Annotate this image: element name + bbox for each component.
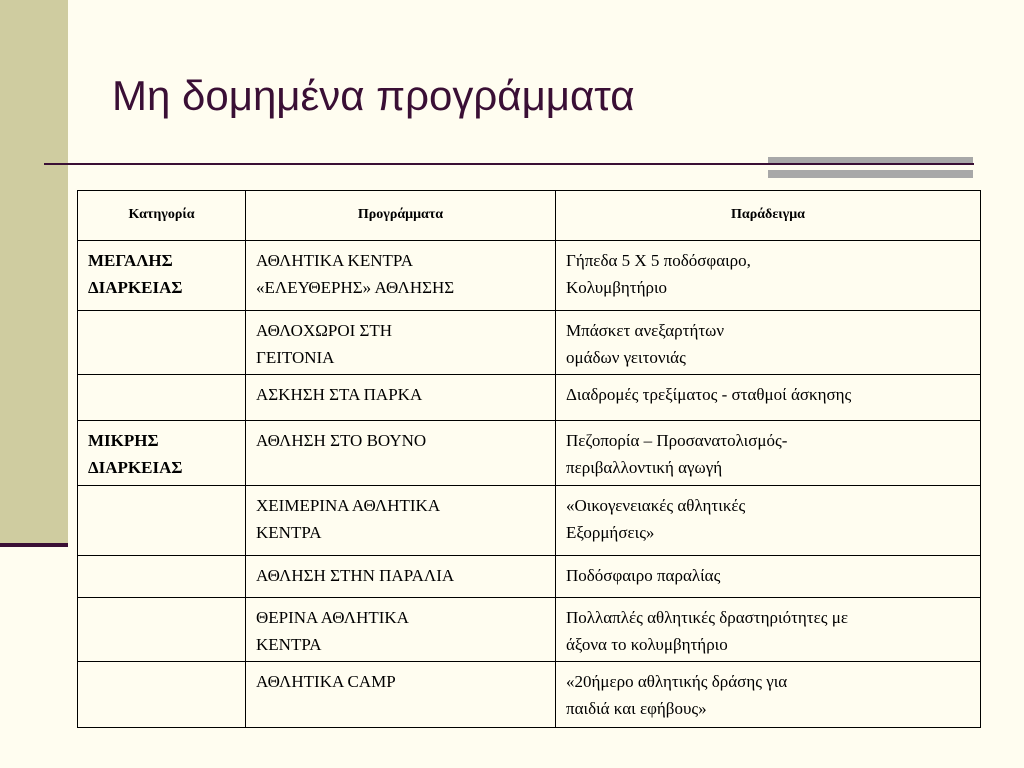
table-row <box>78 375 981 421</box>
example-line: Διαδρομές τρεξίματος - σταθμοί άσκησης <box>566 385 852 404</box>
example-cell <box>556 311 981 375</box>
program-line: ΘΕΡΙΝΑ ΑΘΛΗΤΙΚΑ <box>256 608 409 627</box>
example-line: Μπάσκετ ανεξαρτήτων <box>566 321 725 340</box>
example-line: «Οικογενειακές αθλητικές <box>566 496 746 515</box>
category-cell <box>78 598 246 662</box>
category-cell <box>78 662 246 728</box>
left-band-divider <box>0 543 68 547</box>
program-line: ΑΘΛΟΧΩΡΟΙ ΣΤΗ <box>256 321 393 340</box>
example-line: «20ήμερο αθλητικής δράσης για <box>566 672 788 691</box>
example-cell <box>556 662 981 728</box>
table-row <box>78 421 981 486</box>
table-row <box>78 311 981 375</box>
program-line: ΚΕΝΤΡΑ <box>256 523 322 542</box>
program-line: ΑΘΛΗΤΙΚΑ ΚΕΝΤΡΑ <box>256 251 414 270</box>
program-line: ΑΣΚΗΣΗ ΣΤΑ ΠΑΡΚΑ <box>256 385 423 404</box>
table-row <box>78 556 981 598</box>
example-line: άξονα το κολυμβητήριο <box>566 635 728 654</box>
table-row <box>78 598 981 662</box>
category-cell <box>78 375 246 421</box>
program-line: ΓΕΙΤΟΝΙΑ <box>256 348 335 367</box>
program-line: ΑΘΛΗΣΗ ΣΤΗΝ ΠΑΡΑΛΙΑ <box>256 566 455 585</box>
example-line: παιδιά και εφήβους» <box>566 699 707 718</box>
example-line: Γήπεδα 5 Χ 5 ποδόσφαιρο, <box>566 251 751 270</box>
title-divider <box>44 163 974 165</box>
example-cell <box>556 421 981 486</box>
table-row <box>78 662 981 728</box>
example-line: Πεζοπορία – Προσανατολισμός- <box>566 431 788 450</box>
header-category: Κατηγορία <box>78 191 246 241</box>
example-cell <box>556 556 981 598</box>
category-cell <box>78 421 246 486</box>
program-cell <box>246 311 556 375</box>
example-cell <box>556 486 981 556</box>
category-cell <box>78 556 246 598</box>
example-line: Πολλαπλές αθλητικές δραστηριότητες με <box>566 608 849 627</box>
program-line: «ΕΛΕΥΘΕΡΗΣ» ΑΘΛΗΣΗΣ <box>256 278 455 297</box>
example-cell <box>556 241 981 311</box>
category-line: ΔΙΑΡΚΕΙΑΣ <box>88 458 183 477</box>
left-decorative-band <box>0 0 68 545</box>
program-cell <box>246 662 556 728</box>
category-cell <box>78 486 246 556</box>
program-cell <box>246 598 556 662</box>
category-line: ΔΙΑΡΚΕΙΑΣ <box>88 278 183 297</box>
program-cell <box>246 556 556 598</box>
programs-table <box>77 190 981 728</box>
example-cell <box>556 598 981 662</box>
header-programs: Προγράμματα <box>246 191 556 241</box>
header-example: Παράδειγμα <box>556 191 981 241</box>
example-line: Κολυμβητήριο <box>566 278 668 297</box>
program-line: ΧΕΙΜΕΡΙΝΑ ΑΘΛΗΤΙΚΑ <box>256 496 441 515</box>
program-cell <box>246 486 556 556</box>
table-row <box>78 241 981 311</box>
slide-title: Μη δομημένα προγράμματα <box>112 72 635 119</box>
title-divider-accent-top <box>768 157 973 163</box>
program-cell <box>246 375 556 421</box>
example-line: Ποδόσφαιρο παραλίας <box>566 566 721 585</box>
category-cell <box>78 241 246 311</box>
program-cell <box>246 421 556 486</box>
category-line: ΜΙΚΡΗΣ <box>88 431 159 450</box>
table-row <box>78 486 981 556</box>
example-cell <box>556 375 981 421</box>
example-line: περιβαλλοντική αγωγή <box>566 458 723 477</box>
example-line: Εξορμήσεις» <box>566 523 655 542</box>
program-line: ΚΕΝΤΡΑ <box>256 635 322 654</box>
program-cell <box>246 241 556 311</box>
example-line: ομάδων γειτονιάς <box>566 348 686 367</box>
program-line: ΑΘΛΗΤΙΚΑ CAMP <box>256 672 396 691</box>
category-cell <box>78 311 246 375</box>
program-line: ΑΘΛΗΣΗ ΣΤΟ ΒΟΥΝΟ <box>256 431 427 450</box>
table-header-row <box>78 191 981 241</box>
title-divider-accent-bottom <box>768 170 973 178</box>
category-line: ΜΕΓΑΛΗΣ <box>88 251 173 270</box>
